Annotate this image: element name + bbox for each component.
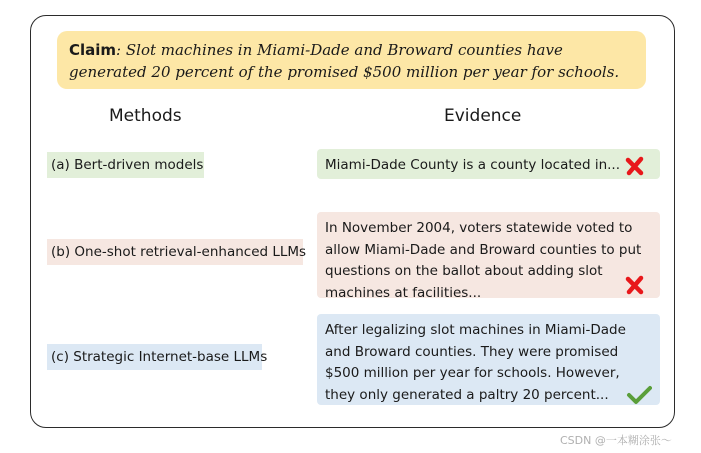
method-one-shot-retrieval: (b) One-shot retrieval-enhanced LLMs: [47, 239, 303, 265]
evidence-strategic: After legalizing slot machines in Miami-Dade and Broward counties. They were promised $500 million per year for schools. However, they only generated a paltry 20 percent...: [317, 314, 660, 405]
watermark: CSDN @一本糊涂张～: [560, 434, 672, 447]
check-icon: [626, 385, 652, 405]
claim-text: : Slot machines in Miami-Dade and Broward counties have generated 20 percent of the promised $500 million per year for schools.: [69, 41, 620, 81]
evidence-header: Evidence: [444, 106, 522, 126]
method-strategic-internet: (c) Strategic Internet-base LLMs: [47, 344, 262, 370]
claim-box: [57, 31, 646, 89]
evidence-one-shot: In November 2004, voters statewide voted to allow Miami-Dade and Broward counties to put questions on the ballot about adding slot machines at facilities...: [317, 212, 660, 298]
evidence-bert: Miami-Dade County is a county located in...: [317, 149, 660, 179]
method-bert: (a) Bert-driven models: [47, 152, 204, 178]
cross-icon: [625, 156, 645, 176]
methods-header: Methods: [109, 106, 182, 126]
claim-label: Claim: [69, 41, 117, 59]
cross-icon: [625, 275, 645, 295]
